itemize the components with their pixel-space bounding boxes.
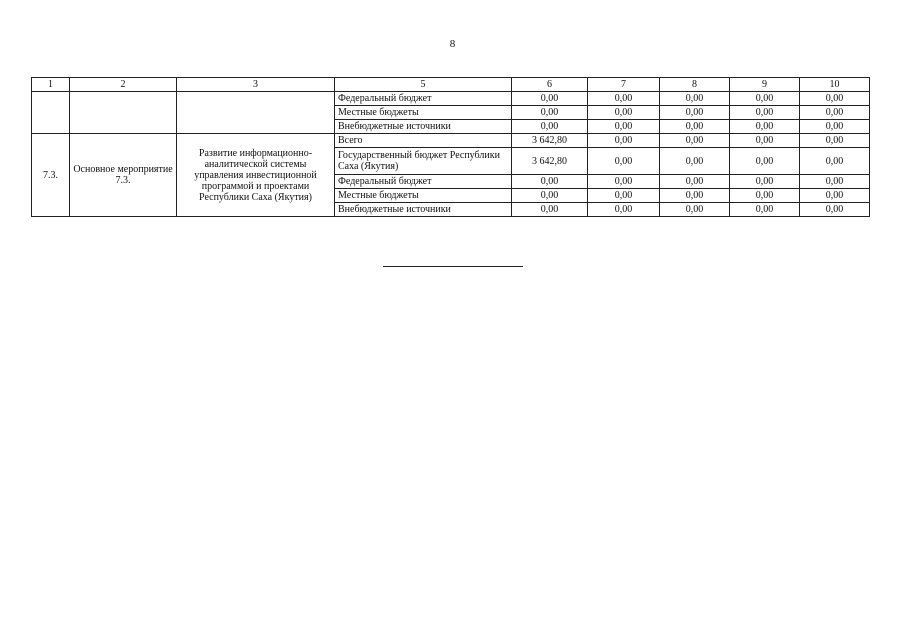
table-row	[32, 134, 870, 148]
value-cell: 0,00	[512, 120, 588, 134]
empty-cell	[32, 92, 70, 134]
value-cell: 0,00	[800, 189, 870, 203]
value-cell: 0,00	[660, 189, 730, 203]
value-cell: 0,00	[800, 203, 870, 217]
funding-source-cell: Всего	[335, 134, 512, 148]
footer-divider	[383, 266, 523, 267]
value-cell: 0,00	[730, 92, 800, 106]
funding-source-cell: Внебюджетные источники	[335, 120, 512, 134]
value-cell: 0,00	[512, 189, 588, 203]
value-cell: 0,00	[512, 203, 588, 217]
value-cell: 0,00	[800, 106, 870, 120]
funding-source-cell: Внебюджетные источники	[335, 203, 512, 217]
header-row	[32, 78, 870, 92]
value-cell: 0,00	[512, 92, 588, 106]
empty-cell	[70, 92, 177, 134]
value-cell: 0,00	[660, 175, 730, 189]
value-cell: 0,00	[588, 175, 660, 189]
page-number: 8	[449, 38, 456, 50]
header-cell: 9	[730, 78, 800, 92]
value-cell: 0,00	[730, 175, 800, 189]
funding-source-cell: Местные бюджеты	[335, 189, 512, 203]
value-cell: 0,00	[800, 175, 870, 189]
value-cell: 0,00	[800, 148, 870, 175]
value-cell: 0,00	[660, 148, 730, 175]
value-cell: 0,00	[660, 134, 730, 148]
value-cell: 0,00	[730, 189, 800, 203]
value-cell: 0,00	[588, 148, 660, 175]
value-cell: 0,00	[730, 134, 800, 148]
value-cell: 0,00	[660, 92, 730, 106]
value-cell: 0,00	[588, 189, 660, 203]
value-cell: 3 642,80	[512, 134, 588, 148]
value-cell: 0,00	[730, 203, 800, 217]
header-cell: 7	[588, 78, 660, 92]
funding-source-cell: Федеральный бюджет	[335, 175, 512, 189]
header-cell: 5	[335, 78, 512, 92]
item-type-cell: Основное мероприятие 7.3.	[70, 134, 177, 217]
value-cell: 3 642,80	[512, 148, 588, 175]
value-cell: 0,00	[730, 148, 800, 175]
empty-cell	[177, 92, 335, 134]
value-cell: 0,00	[660, 120, 730, 134]
budget-table	[31, 77, 870, 217]
funding-source-cell: Местные бюджеты	[335, 106, 512, 120]
value-cell: 0,00	[660, 203, 730, 217]
value-cell: 0,00	[588, 203, 660, 217]
value-cell: 0,00	[512, 175, 588, 189]
value-cell: 0,00	[588, 120, 660, 134]
value-cell: 0,00	[800, 120, 870, 134]
value-cell: 0,00	[588, 106, 660, 120]
value-cell: 0,00	[800, 92, 870, 106]
value-cell: 0,00	[730, 120, 800, 134]
value-cell: 0,00	[512, 106, 588, 120]
header-cell: 1	[32, 78, 70, 92]
header-cell: 3	[177, 78, 335, 92]
item-description-cell: Развитие информационно-аналитической системы управления инвестиционной программой и проектами Республики Саха (Якутия)	[177, 134, 335, 217]
header-cell: 10	[800, 78, 870, 92]
header-cell: 8	[660, 78, 730, 92]
value-cell: 0,00	[588, 92, 660, 106]
header-cell: 2	[70, 78, 177, 92]
header-cell: 6	[512, 78, 588, 92]
value-cell: 0,00	[730, 106, 800, 120]
value-cell: 0,00	[800, 134, 870, 148]
item-number-cell: 7.3.	[32, 134, 70, 217]
funding-source-cell: Федеральный бюджет	[335, 92, 512, 106]
funding-source-cell: Государственный бюджет Республики Саха (Якутия)	[335, 148, 512, 175]
table-row	[32, 92, 870, 106]
value-cell: 0,00	[660, 106, 730, 120]
value-cell: 0,00	[588, 134, 660, 148]
